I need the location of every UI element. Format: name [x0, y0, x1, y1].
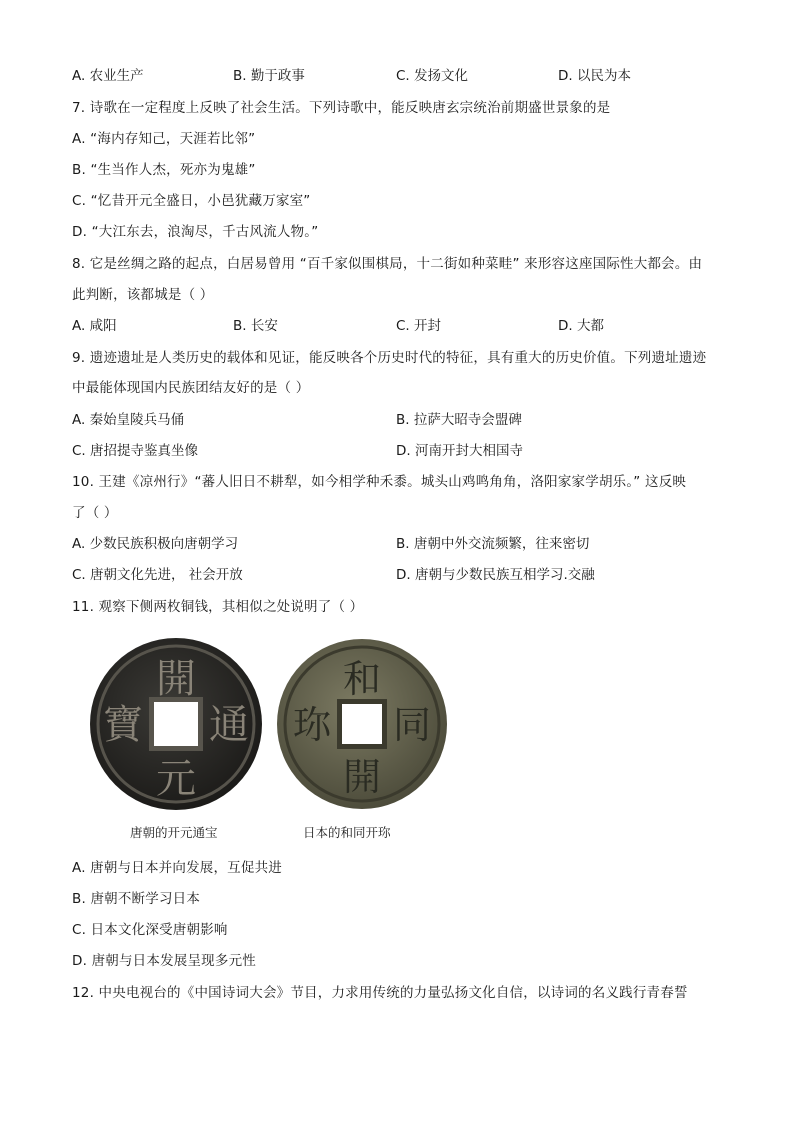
q9-option-b[interactable]: B. 拉萨大昭寺会盟碑: [396, 412, 522, 428]
coin2-char-left: 珎: [292, 703, 332, 747]
q12-stem: 12. 中央电视台的《中国诗词大会》节目，力求用传统的力量弘扬文化自信，以诗词的名义践行青春誓: [72, 985, 688, 1001]
q8-option-d[interactable]: D. 大都: [558, 318, 604, 334]
coin2-char-top: 和: [342, 657, 382, 701]
q8-option-a[interactable]: A. 咸阳: [72, 318, 117, 334]
coin-wado-kaichin: [274, 636, 450, 816]
q10-option-b[interactable]: B. 唐朝中外交流频繁，往来密切: [396, 536, 590, 552]
q6-option-c[interactable]: C. 发扬文化: [396, 68, 469, 84]
coin2-char-bottom: 開: [342, 755, 382, 799]
coin1-char-right: 通: [209, 702, 249, 748]
q7-option-d[interactable]: D. “大江东去，浪淘尽，千古风流人物。”: [72, 224, 319, 240]
q11-option-b[interactable]: B. 唐朝不断学习日本: [72, 891, 201, 907]
coin2-char-right: 同: [392, 703, 432, 747]
q7-option-c[interactable]: C. “忆昔开元全盛日，小邑犹藏万家室”: [72, 193, 311, 209]
q11-option-d[interactable]: D. 唐朝与日本发展呈现多元性: [72, 953, 256, 969]
q6-option-b[interactable]: B. 勤于政事: [233, 68, 305, 84]
q8-option-b[interactable]: B. 长安: [233, 318, 278, 334]
coin1-char-left: 寶: [103, 702, 143, 748]
coin1-hole: [154, 702, 198, 746]
coin1-caption: 唐朝的开元通宝: [130, 825, 218, 840]
q7-option-a[interactable]: A. “海内存知己，天涯若比邻”: [72, 131, 256, 147]
q11-option-c[interactable]: C. 日本文化深受唐朝影响: [72, 922, 228, 938]
q10-stem-line2: 了（ ）: [72, 505, 118, 521]
coin1-char-bottom: 元: [156, 756, 196, 802]
q9-option-d[interactable]: D. 河南开封大相国寺: [396, 443, 523, 459]
coin-kaiyuan-tongbao: [86, 636, 266, 816]
q10-option-c[interactable]: C. 唐朝文化先进， 社会开放: [72, 567, 243, 583]
q10-option-a[interactable]: A. 少数民族积极向唐朝学习: [72, 536, 239, 552]
q10-stem-line1: 10. 王建《凉州行》“蕃人旧日不耕犁，如今相学种禾黍。城头山鸡鸣角角，洛阳家家学胡乐。” 这反映: [72, 474, 687, 490]
coin1-char-top: 開: [156, 656, 196, 702]
q9-stem-line2: 中最能体现国内民族团结友好的是（ ）: [72, 380, 310, 396]
q11-stem: 11. 观察下侧两枚铜钱，其相似之处说明了（ ）: [72, 599, 364, 615]
q9-option-c[interactable]: C. 唐招提寺鉴真坐像: [72, 443, 199, 459]
coin2-hole: [342, 704, 382, 744]
q9-stem-line1: 9. 遗迹遗址是人类历史的载体和见证，能反映各个历史时代的特征，具有重大的历史价值。下列遗址遗迹: [72, 350, 707, 366]
coin2-caption: 日本的和同开珎: [303, 825, 391, 840]
q10-option-d[interactable]: D. 唐朝与少数民族互相学习.交融: [396, 567, 595, 583]
q7-option-b[interactable]: B. “生当作人杰，死亦为鬼雄”: [72, 162, 256, 178]
q7-stem: 7. 诗歌在一定程度上反映了社会生活。下列诗歌中，能反映唐玄宗统治前期盛世景象的是: [72, 100, 611, 116]
q8-stem-line2: 此判断，该都城是（ ）: [72, 287, 214, 303]
q9-option-a[interactable]: A. 秦始皇陵兵马俑: [72, 412, 185, 428]
q6-option-d[interactable]: D. 以民为本: [558, 68, 631, 84]
q8-stem-line1: 8. 它是丝绸之路的起点，白居易曾用 “百千家似围棋局，十二街如种菜畦” 来形容这座国际性大都会。由: [72, 256, 703, 272]
q8-option-c[interactable]: C. 开封: [396, 318, 442, 334]
q6-option-a[interactable]: A. 农业生产: [72, 68, 144, 84]
q11-option-a[interactable]: A. 唐朝与日本并向发展，互促共进: [72, 860, 282, 876]
